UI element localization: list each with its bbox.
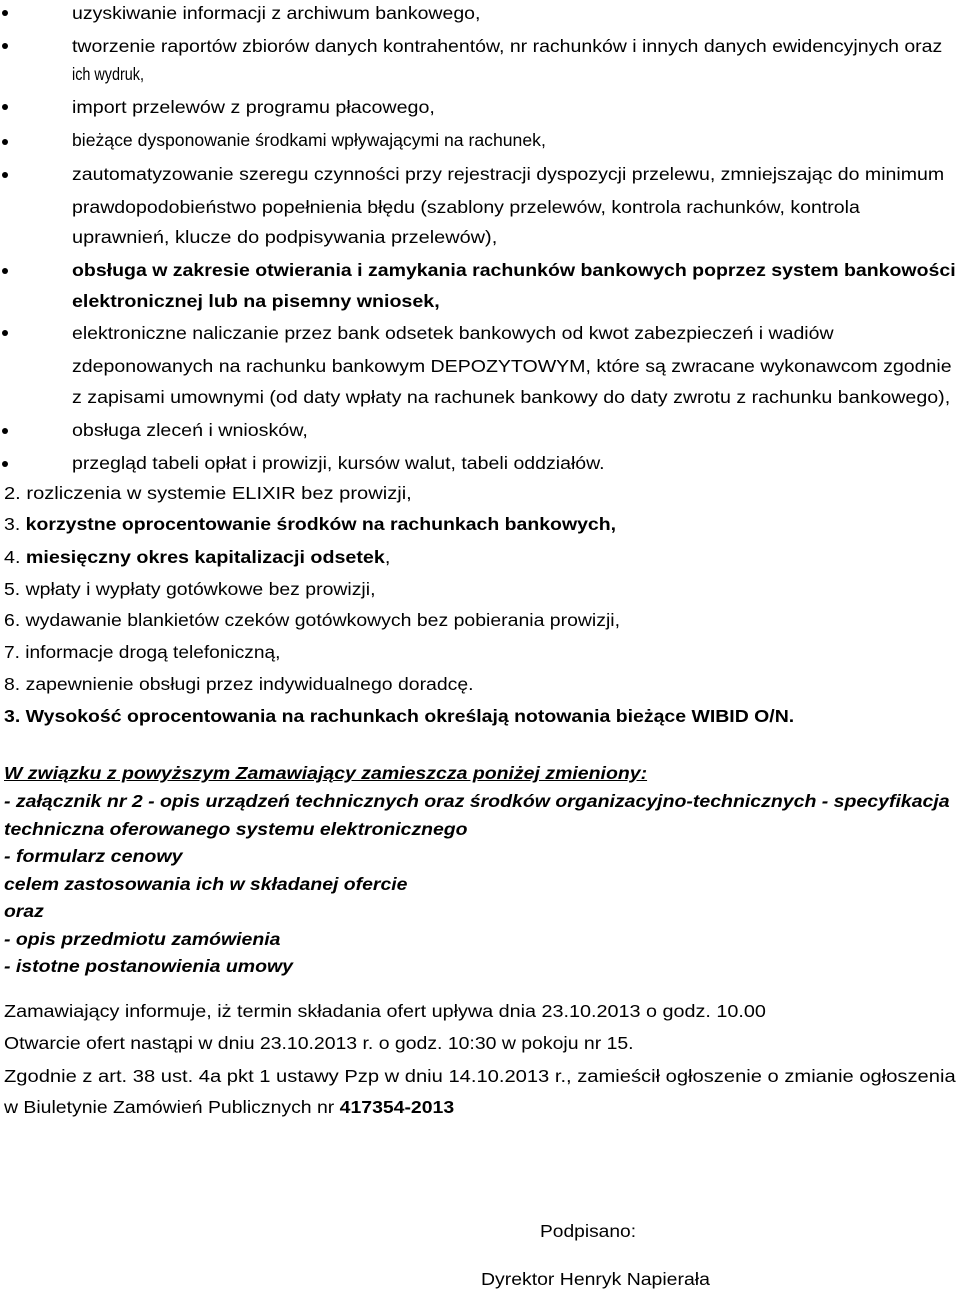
numbered-item <box>4 673 474 695</box>
bullet-item-line: import przelewów z programu płacowego, <box>72 97 435 117</box>
item-text: wpłaty i wypłaty gotówkowe bez prowizji, <box>25 579 376 599</box>
item-text: miesięczny okres kapitalizacji odsetek <box>25 547 385 567</box>
bullet-item-line: bieżące dysponowanie środkami wpływającymi na rachunek, <box>72 130 546 150</box>
item-number: 4. <box>4 547 21 567</box>
bulletin-prefix: w Biuletynie Zamówień Publicznych nr <box>4 1097 340 1117</box>
bullet-item-line: elektroniczne naliczanie przez bank odsetek bankowych od kwot zabezpieczeń i wadiów <box>72 323 834 343</box>
numbered-item <box>4 705 794 727</box>
bullet-dot <box>2 104 8 110</box>
signatory-name: Dyrektor Henryk Napierała <box>481 1269 710 1289</box>
amendment-line: techniczna oferowanego systemu elektronicznego <box>4 819 468 839</box>
bullet-item-line: obsługa w zakresie otwierania i zamykania rachunków bankowych poprzez system bankowości <box>72 260 956 280</box>
bullet-dot <box>2 139 8 145</box>
bullet-dot <box>2 461 8 467</box>
item-number: 3. <box>4 514 21 534</box>
amendment-line: - formularz cenowy <box>4 846 183 866</box>
numbered-item <box>4 546 390 568</box>
numbered-item <box>4 513 616 535</box>
bullet-dot <box>2 330 8 336</box>
bullet-item-line: zdeponowanych na rachunku bankowym DEPOZYTOWYM, które są zwracane wykonawcom zgodnie <box>72 356 952 376</box>
item-number: 5. <box>4 579 21 599</box>
item-text: wydawanie blankietów czeków gotówkowych bez pobierania prowizji, <box>25 610 621 630</box>
item-text: korzystne oprocentowanie środków na rachunkach bankowych, <box>25 514 617 534</box>
submission-deadline: Zamawiający informuje, iż termin składania ofert upływa dnia 23.10.2013 o godz. 10.00 <box>4 1001 766 1021</box>
bullet-item-line: uprawnień, klucze do podpisywania przelewów), <box>72 227 498 247</box>
item-number: 8. <box>4 674 21 694</box>
amendment-heading: W związku z powyższym Zamawiający zamieszcza poniżej zmieniony: <box>4 763 648 783</box>
bullet-item-line: prawdopodobieństwo popełnienia błędu (szablony przelewów, kontrola rachunków, kontrola <box>72 197 860 217</box>
bullet-item-line: tworzenie raportów zbiorów danych kontrahentów, nr rachunków i innych danych ewidencyjnych oraz <box>72 36 943 56</box>
item-suffix: , <box>384 547 391 567</box>
bullet-item-line: przegląd tabeli opłat i prowizji, kursów walut, tabeli oddziałów. <box>72 453 605 473</box>
bullet-item-line: elektronicznej lub na pisemny wniosek, <box>72 291 440 311</box>
bullet-dot <box>2 268 8 274</box>
item-number: 7. <box>4 642 20 662</box>
amendment-line: oraz <box>4 901 44 921</box>
amendment-line: - istotne postanowienia umowy <box>4 956 293 976</box>
numbered-item <box>4 578 375 600</box>
bullet-item-line: z zapisami umownymi (od daty wpłaty na rachunek bankowy do daty zwrotu z rachunku bankowego), <box>72 387 951 407</box>
item-text: zapewnienie obsługi przez indywidualnego doradcę. <box>25 674 474 694</box>
bullet-dot <box>2 10 8 16</box>
bullet-dot <box>2 428 8 434</box>
item-number: 2. <box>4 483 21 503</box>
amendment-line: celem zastosowania ich w składanej ofercie <box>4 874 408 894</box>
numbered-item <box>4 641 280 663</box>
signature-label: Podpisano: <box>540 1221 637 1241</box>
amendment-line: - załącznik nr 2 - opis urządzeń technicznych oraz środków organizacyjno-technicznych - specyfikacja <box>4 791 950 811</box>
numbered-item <box>4 609 620 631</box>
amendment-line: - opis przedmiotu zamówienia <box>4 929 281 949</box>
bullet-item-line: obsługa zleceń i wniosków, <box>72 420 308 440</box>
bullet-dot <box>2 43 8 49</box>
item-text: informacje drogą telefoniczną, <box>25 642 281 662</box>
opening-info: Otwarcie ofert nastąpi w dniu 23.10.2013 r. o godz. 10:30 w pokoju nr 15. <box>4 1033 634 1053</box>
legal-basis: Zgodnie z art. 38 ust. 4a pkt 1 ustawy Pzp w dniu 14.10.2013 r., zamieścił ogłoszenie o zmianie ogłoszenia <box>4 1066 956 1086</box>
bulletin-number: 417354-2013 <box>339 1097 455 1117</box>
bullet-item-line: uzyskiwanie informacji z archiwum bankowego, <box>72 3 481 23</box>
item-text: Wysokość oprocentowania na rachunkach określają notowania bieżące WIBID O/N. <box>25 706 795 726</box>
bullet-item-line: ich wydruk, <box>72 64 144 84</box>
numbered-item <box>4 482 412 504</box>
bullet-item-line: zautomatyzowanie szeregu czynności przy rejestracji dyspozycji przelewu, zmniejszając do minimum <box>72 164 945 184</box>
bulletin-reference <box>4 1096 454 1118</box>
item-number: 6. <box>4 610 21 630</box>
bullet-dot <box>2 172 8 178</box>
item-number: 3. <box>4 706 21 726</box>
item-text: rozliczenia w systemie ELIXIR bez prowizji, <box>26 483 412 503</box>
